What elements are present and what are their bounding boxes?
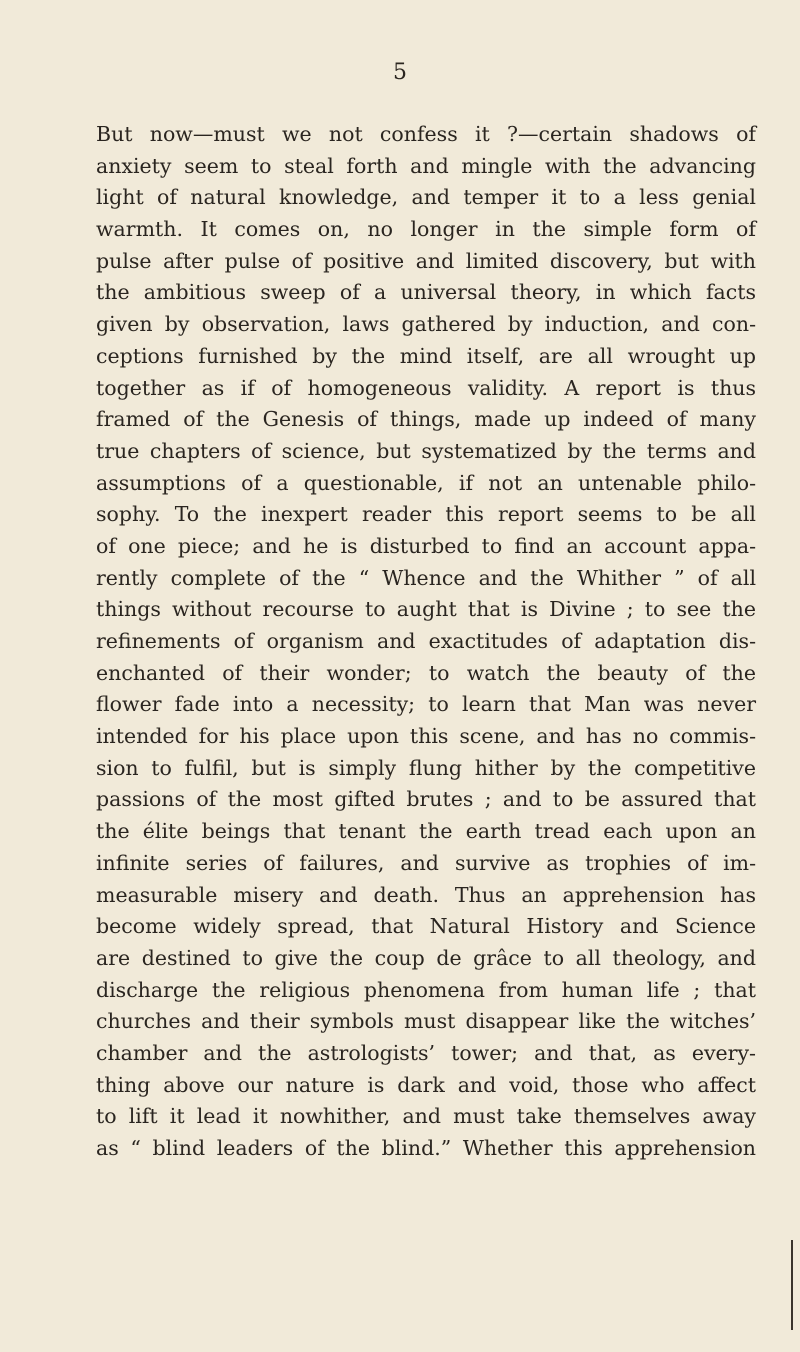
page-edge-shadow <box>791 1240 793 1330</box>
text-line: things without recourse to aught that is Divine ; to see the <box>96 597 756 622</box>
text-line: sion to fulfil, but is simply flung hither by the competitive <box>96 755 756 780</box>
text-line: flower fade into a necessity; to learn that Man was never <box>96 692 756 717</box>
text-line: enchanted of their wonder; to watch the beauty of the <box>96 660 756 685</box>
text-line: the ambitious sweep of a universal theory, in which facts <box>96 280 756 305</box>
text-line: thing above our nature is dark and void, those who affect <box>96 1072 756 1097</box>
text-line: chamber and the astrologists’ tower; and that, as every- <box>96 1040 756 1065</box>
text-line: true chapters of science, but systematized by the terms and <box>96 438 756 463</box>
text-line: intended for his place upon this scene, and has no commis- <box>96 724 756 749</box>
text-line: framed of the Genesis of things, made up indeed of many <box>96 407 756 432</box>
text-line: ceptions furnished by the mind itself, are all wrought up <box>96 343 756 368</box>
text-line: assumptions of a questionable, if not an untenable philo- <box>96 470 756 495</box>
text-line: passions of the most gifted brutes ; and to be assured that <box>96 787 756 812</box>
text-line: anxiety seem to steal forth and mingle with the advancing <box>96 153 756 178</box>
text-line: infinite series of failures, and survive as trophies of im- <box>96 850 756 875</box>
text-line: But now—must we not confess it ?—certain shadows of <box>96 122 756 146</box>
text-line: sophy. To the inexpert reader this report seems to be all <box>96 502 756 527</box>
text-line: the élite beings that tenant the earth tread each upon an <box>96 819 756 844</box>
text-line: to lift it lead it nowhither, and must take themselves away <box>96 1104 756 1129</box>
text-line: as “ blind leaders of the blind.” Whether this apprehension <box>96 1136 756 1160</box>
text-line: become widely spread, that Natural History and Science <box>96 914 756 939</box>
text-line: light of natural knowledge, and temper it to a less genial <box>96 185 756 210</box>
text-line: refinements of organism and exactitudes of adaptation dis- <box>96 629 756 653</box>
body-text <box>96 119 756 1165</box>
text-line: together as if of homogeneous validity. A report is thus <box>96 375 756 400</box>
text-line: of one piece; and he is disturbed to find an account appa- <box>96 533 756 558</box>
text-line: discharge the religious phenomena from human life ; that <box>96 977 756 1002</box>
text-line: churches and their symbols must disappear like the witches’ <box>96 1009 756 1034</box>
page-number: 5 <box>393 60 407 85</box>
text-line: measurable misery and death. Thus an apprehension has <box>96 882 756 907</box>
text-line: are destined to give the coup de grâce to all theology, and <box>96 945 756 970</box>
text-line: rently complete of the “ Whence and the Whither ” of all <box>96 565 756 590</box>
text-line: pulse after pulse of positive and limited discovery, but with <box>96 248 756 273</box>
text-line: warmth. It comes on, no longer in the simple form of <box>96 217 756 242</box>
text-line: given by observation, laws gathered by induction, and con- <box>96 312 756 337</box>
